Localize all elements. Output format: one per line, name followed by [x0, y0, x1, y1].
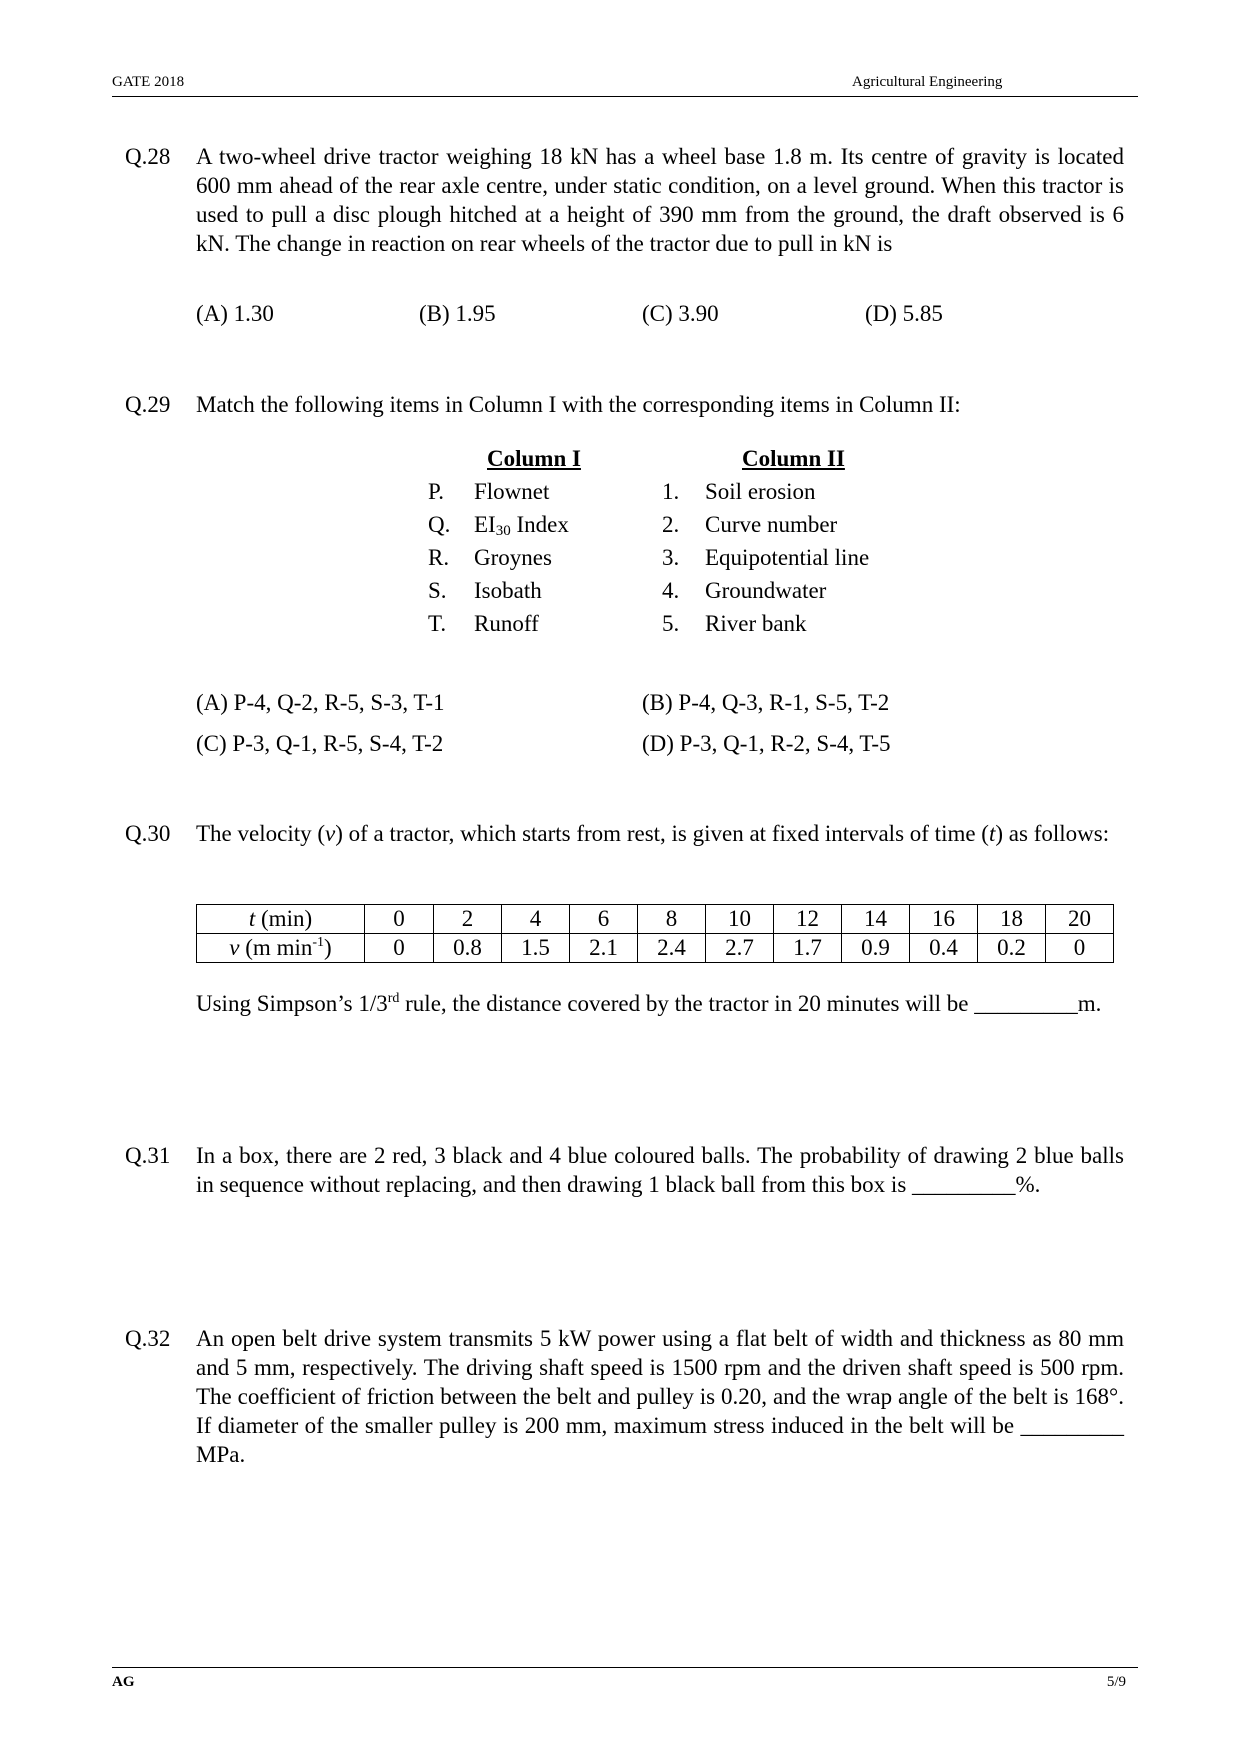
table-cell: 20: [1046, 905, 1114, 934]
column-2-header: Column II: [742, 446, 845, 471]
col2-item: Groundwater: [705, 578, 827, 603]
col2-label: 5.: [662, 611, 680, 636]
question-number: Q.31: [125, 1143, 171, 1168]
unit-close: ): [324, 935, 332, 960]
table-cell: 18: [978, 905, 1046, 934]
page-number: 5/9: [1106, 1674, 1126, 1690]
text-part: ) as follows:: [995, 821, 1110, 846]
table-cell: 0: [1046, 934, 1114, 963]
question-text: A two-wheel drive tractor weighing 18 kN has a wheel base 1.8 m. Its centre of gravity is located 600 mm ahead of the rear axle centre, under static condition, on a level ground. When this tractor is used to pull a disc plough hitched at a height of 390 mm from the ground, the draft observed is 6 kN. The change in reaction on rear wheels of the tractor due to pull in kN is: [196, 144, 1124, 256]
col1-item: Flownet: [474, 479, 550, 504]
variable-t: t: [248, 906, 256, 931]
col1-label: Q.: [428, 512, 451, 537]
question-number: Q.32: [125, 1326, 171, 1351]
table-cell: 1.7: [774, 934, 842, 963]
col2-item: River bank: [705, 611, 807, 636]
col2-label: 4.: [662, 578, 680, 603]
table-cell: 2.1: [570, 934, 638, 963]
col1-label: R.: [428, 545, 450, 570]
text-part: ) of a tractor, which starts from rest, is given at fixed intervals of time (: [335, 821, 989, 846]
col2-item: Curve number: [705, 512, 838, 537]
q28-option-c: (C) 3.90: [642, 301, 719, 326]
col2-label: 2.: [662, 512, 680, 537]
table-cell: 10: [706, 905, 774, 934]
velocity-table: [196, 904, 1114, 963]
table-cell: 0: [365, 905, 434, 934]
exam-title: GATE 2018: [112, 74, 185, 90]
col1-item-rest: Index: [510, 512, 569, 537]
table-cell: 16: [910, 905, 978, 934]
q29-option-c: (C) P-3, Q-1, R-5, S-4, T-2: [196, 731, 444, 756]
time-row-header: [197, 905, 365, 934]
ordinal-superscript: rd: [387, 991, 400, 1006]
table-cell: 2: [434, 905, 502, 934]
q28-option-a: (A) 1.30: [196, 301, 274, 326]
time-row: [197, 905, 1114, 934]
table-cell: 0.9: [842, 934, 910, 963]
q29-option-b: (B) P-4, Q-3, R-1, S-5, T-2: [642, 690, 890, 715]
table-cell: 6: [570, 905, 638, 934]
col1-item: [474, 512, 569, 540]
table-cell: 12: [774, 905, 842, 934]
variable-t: t: [988, 821, 996, 846]
col1-item: Groynes: [474, 545, 552, 570]
table-cell: 0.2: [978, 934, 1046, 963]
table-cell: 8: [638, 905, 706, 934]
table-cell: 0.8: [434, 934, 502, 963]
q29-option-d: (D) P-3, Q-1, R-2, S-4, T-5: [642, 731, 891, 756]
text-part: The velocity (: [196, 821, 326, 846]
col2-item: Soil erosion: [705, 479, 816, 504]
col1-label: T.: [428, 611, 447, 636]
question-text: Match the following items in Column I with the corresponding items in Column II:: [196, 392, 961, 417]
question-text: In a box, there are 2 red, 3 black and 4 blue coloured balls. The probability of drawing 2 blue balls in sequence without replacing, and then drawing 1 black ball from this box is _________%.: [196, 1143, 1124, 1197]
question-text: An open belt drive system transmits 5 kW power using a flat belt of width and thickness as 80 mm and 5 mm, respectively. The driving shaft speed is 1500 rpm and the driven shaft speed is 500 rpm. The coefficient of friction between the belt and pulley is 0.20, and the wrap angle of the belt is 168°. If diameter of the smaller pulley is 200 mm, maximum stress induced in the belt will be _________ MPa.: [196, 1326, 1124, 1467]
question-text: [196, 819, 1124, 848]
question-number: Q.29: [125, 392, 171, 417]
velocity-row: [197, 934, 1114, 963]
variable-v: v: [229, 935, 240, 960]
col2-label: 3.: [662, 545, 680, 570]
unit-exponent: -1: [312, 935, 325, 950]
variable-v: v: [325, 821, 336, 846]
velocity-row-header: [197, 934, 365, 963]
col1-item-subscript: 30: [495, 523, 511, 539]
page-header: [112, 74, 1138, 97]
table-cell: 4: [502, 905, 570, 934]
q28-option-b: (B) 1.95: [419, 301, 496, 326]
table-cell: 2.7: [706, 934, 774, 963]
text-part: Using Simpson’s 1/3: [196, 991, 388, 1016]
col1-item: Runoff: [474, 611, 539, 636]
question-number: Q.30: [125, 821, 171, 846]
col1-label: P.: [428, 479, 444, 504]
q28-option-d: (D) 5.85: [865, 301, 943, 326]
col1-item-main: EI: [474, 512, 496, 537]
question-number: Q.28: [125, 144, 171, 169]
question-text: [196, 989, 1124, 1018]
q29-option-a: (A) P-4, Q-2, R-5, S-3, T-1: [196, 690, 445, 715]
paper-subject: Agricultural Engineering: [852, 74, 1003, 90]
col1-label: S.: [428, 578, 447, 603]
table-cell: 0: [365, 934, 434, 963]
paper-code: AG: [112, 1674, 135, 1690]
col2-label: 1.: [662, 479, 680, 504]
text-part: rule, the distance covered by the tractor in 20 minutes will be _________m.: [399, 991, 1102, 1016]
unit: (m min: [239, 935, 313, 960]
table-cell: 2.4: [638, 934, 706, 963]
table-cell: 0.4: [910, 934, 978, 963]
unit: (min): [255, 906, 313, 931]
table-cell: 1.5: [502, 934, 570, 963]
column-1-header: Column I: [487, 446, 581, 471]
col1-item: Isobath: [474, 578, 542, 603]
page-footer: [112, 1667, 1138, 1690]
table-cell: 14: [842, 905, 910, 934]
col2-item: Equipotential line: [705, 545, 870, 570]
